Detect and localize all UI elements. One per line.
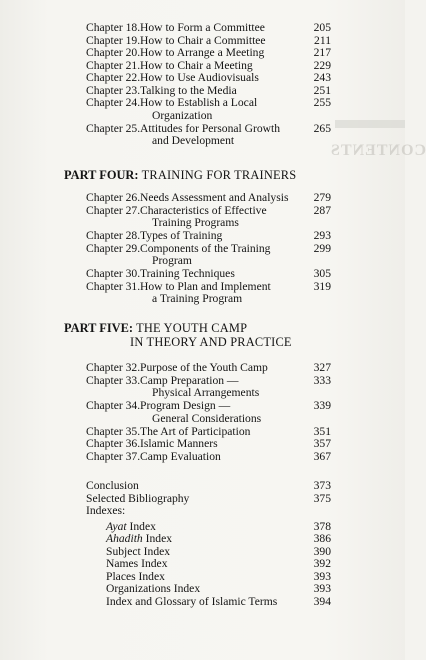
part-label: PART FIVE:	[64, 321, 133, 335]
chapter-title	[140, 451, 331, 464]
back-matter-entry[interactable]	[86, 480, 331, 493]
page-number: 205	[313, 21, 331, 34]
chapter-number: Chapter 29.	[86, 241, 141, 255]
chapter-number: Chapter 21.	[86, 58, 141, 72]
chapter-title-continuation: Organization	[152, 108, 213, 122]
page-number: 392	[313, 557, 331, 570]
chapter-title-line: How to Chair a Meeting	[140, 58, 253, 72]
toc-entry[interactable]	[86, 268, 331, 281]
page-number: 393	[313, 569, 331, 583]
index-name: Index and Glossary of Islamic Terms	[106, 594, 278, 608]
page-number: 378	[313, 519, 331, 533]
toc-entry[interactable]	[86, 72, 331, 85]
page-number: 390	[313, 544, 331, 558]
chapter-number: Chapter 24.	[86, 96, 141, 109]
chapter-title	[140, 230, 331, 243]
page-number: 357	[313, 437, 331, 450]
page-number: 217	[313, 46, 331, 59]
chapter-title-line: Attitudes for Personal Growth	[140, 121, 281, 135]
chapter-title	[140, 192, 331, 205]
index-suffix: Index	[126, 519, 156, 533]
show-through-heading: CONTENTS	[330, 142, 426, 159]
chapter-title-line: How to Use Audiovisuals	[140, 71, 259, 84]
toc-entry[interactable]	[86, 192, 331, 205]
toc-entry[interactable]	[86, 362, 331, 375]
page-number: 351	[313, 424, 331, 438]
back-matter-label: Conclusion	[86, 479, 139, 492]
chapter-number: Chapter 25.	[86, 121, 141, 135]
page-number: 251	[313, 83, 331, 97]
chapter-title-line: Talking to the Media	[140, 83, 237, 97]
toc-entry[interactable]	[86, 400, 331, 425]
page-number: 243	[313, 71, 331, 84]
chapter-number: Chapter 26.	[86, 191, 141, 204]
chapter-title	[140, 205, 331, 230]
chapter-number: Chapter 31.	[86, 279, 141, 293]
chapter-title	[140, 375, 331, 400]
chapter-title	[140, 243, 331, 268]
toc-entry[interactable]	[86, 97, 331, 122]
chapter-title-line: How to Arrange a Meeting	[140, 46, 265, 59]
toc-entry[interactable]	[86, 230, 331, 243]
chapter-title-line: Camp Preparation —	[140, 373, 239, 387]
chapter-number: Chapter 19.	[86, 33, 141, 47]
chapter-title-continuation: General Considerations	[152, 411, 262, 425]
toc-entry[interactable]	[86, 205, 331, 230]
chapter-title-line: The Art of Participation	[140, 424, 251, 438]
index-label	[106, 596, 331, 609]
toc-entry[interactable]	[86, 438, 331, 451]
back-matter-label: Indexes:	[86, 504, 126, 517]
toc-entry[interactable]	[86, 47, 331, 60]
part-four-heading	[64, 168, 296, 182]
chapter-title-line: Training Techniques	[140, 267, 235, 280]
page-number: 327	[313, 361, 331, 374]
index-name: Places Index	[106, 569, 165, 583]
page-number: 299	[313, 241, 331, 255]
chapter-title	[140, 400, 331, 425]
page-number: 255	[313, 96, 331, 109]
chapter-number: Chapter 35.	[86, 424, 141, 438]
chapter-number: Chapter 28.	[86, 229, 141, 242]
chapter-title	[140, 281, 331, 306]
chapter-title	[140, 438, 331, 451]
page-number: 386	[313, 532, 331, 545]
page-number: 394	[313, 594, 331, 608]
chapter-title-line: Islamic Manners	[140, 437, 218, 450]
page-number: 333	[313, 373, 331, 387]
chapter-title-line: Camp Evaluation	[140, 449, 221, 463]
chapter-number: Chapter 37.	[86, 449, 141, 463]
chapter-title	[140, 268, 331, 281]
chapter-number: Chapter 34.	[86, 399, 141, 412]
page-number: 279	[313, 191, 331, 204]
chapter-title	[140, 123, 331, 148]
page-number: 339	[313, 399, 331, 412]
chapter-title-continuation: a Training Program	[152, 292, 243, 305]
back-matter-entry[interactable]	[86, 505, 331, 518]
chapter-title-line: Needs Assessment and Analysis	[140, 191, 289, 204]
page-number: 367	[313, 449, 331, 463]
chapter-title	[140, 47, 331, 60]
chapter-number: Chapter 30.	[86, 267, 141, 280]
toc-entry[interactable]	[86, 243, 331, 268]
chapter-number: Chapter 22.	[86, 71, 141, 84]
chapter-number: Chapter 23.	[86, 83, 141, 97]
chapter-title-continuation: and Development	[152, 134, 235, 147]
index-name: Ahadith	[106, 532, 143, 545]
back-matter-label: Selected Bibliography	[86, 491, 190, 505]
index-name: Ayat	[106, 519, 127, 533]
chapter-title-line: Purpose of the Youth Camp	[140, 361, 268, 374]
page-number: 305	[313, 267, 331, 280]
toc-entry[interactable]	[86, 22, 331, 35]
index-name: Subject Index	[106, 544, 171, 558]
page-number: 319	[313, 279, 331, 293]
page-number: 375	[313, 491, 331, 505]
chapter-title-line: How to Chair a Committee	[140, 33, 266, 47]
chapter-title	[140, 72, 331, 85]
part-title-line	[130, 335, 292, 349]
toc-entry[interactable]	[86, 375, 331, 400]
toc-entry[interactable]	[86, 281, 331, 306]
chapter-title-line: Types of Training	[140, 229, 223, 242]
chapter-title	[140, 97, 331, 122]
page-number: 373	[313, 479, 331, 492]
page-number: 211	[314, 33, 331, 47]
index-name: Organizations Index	[106, 582, 201, 595]
chapter-title-line: Program Design —	[140, 399, 231, 412]
chapter-title-line: How to Plan and Implement	[140, 279, 271, 293]
chapter-number: Chapter 18.	[86, 21, 141, 34]
chapter-number: Chapter 27.	[86, 203, 141, 217]
index-suffix: Index	[142, 532, 173, 545]
chapter-title-line: How to Establish a Local	[140, 96, 258, 109]
chapter-title-line: Characteristics of Effective	[140, 203, 267, 217]
page-number: 287	[313, 203, 331, 217]
page-number: 265	[313, 121, 331, 135]
index-name: Names Index	[106, 557, 168, 570]
part-title-line: THE YOUTH CAMP	[136, 321, 248, 335]
part-five-heading	[64, 321, 247, 335]
chapter-title-line: Components of the Training	[140, 241, 271, 255]
chapter-title-line: How to Form a Committee	[140, 21, 265, 34]
index-entry[interactable]	[106, 596, 331, 609]
chapter-title-continuation: Physical Arrangements	[152, 386, 260, 399]
chapter-number: Chapter 36.	[86, 437, 141, 450]
chapter-title	[140, 22, 331, 35]
part-label: PART FOUR:	[64, 168, 139, 182]
chapter-title-continuation: Program	[152, 254, 192, 267]
part-title: TRAINING FOR TRAINERS	[141, 168, 297, 182]
page-number: 293	[313, 229, 331, 242]
chapter-title-continuation: Training Programs	[152, 216, 239, 229]
page-number: 229	[313, 58, 331, 72]
part-title-line-text: IN THEORY AND PRACTICE	[130, 335, 292, 349]
chapter-number: Chapter 33.	[86, 373, 141, 387]
chapter-number: Chapter 32.	[86, 361, 141, 374]
page-number: 393	[313, 582, 331, 595]
toc-entry[interactable]	[86, 451, 331, 464]
toc-entry[interactable]	[86, 123, 331, 148]
chapter-number: Chapter 20.	[86, 46, 141, 59]
chapter-title	[140, 362, 331, 375]
